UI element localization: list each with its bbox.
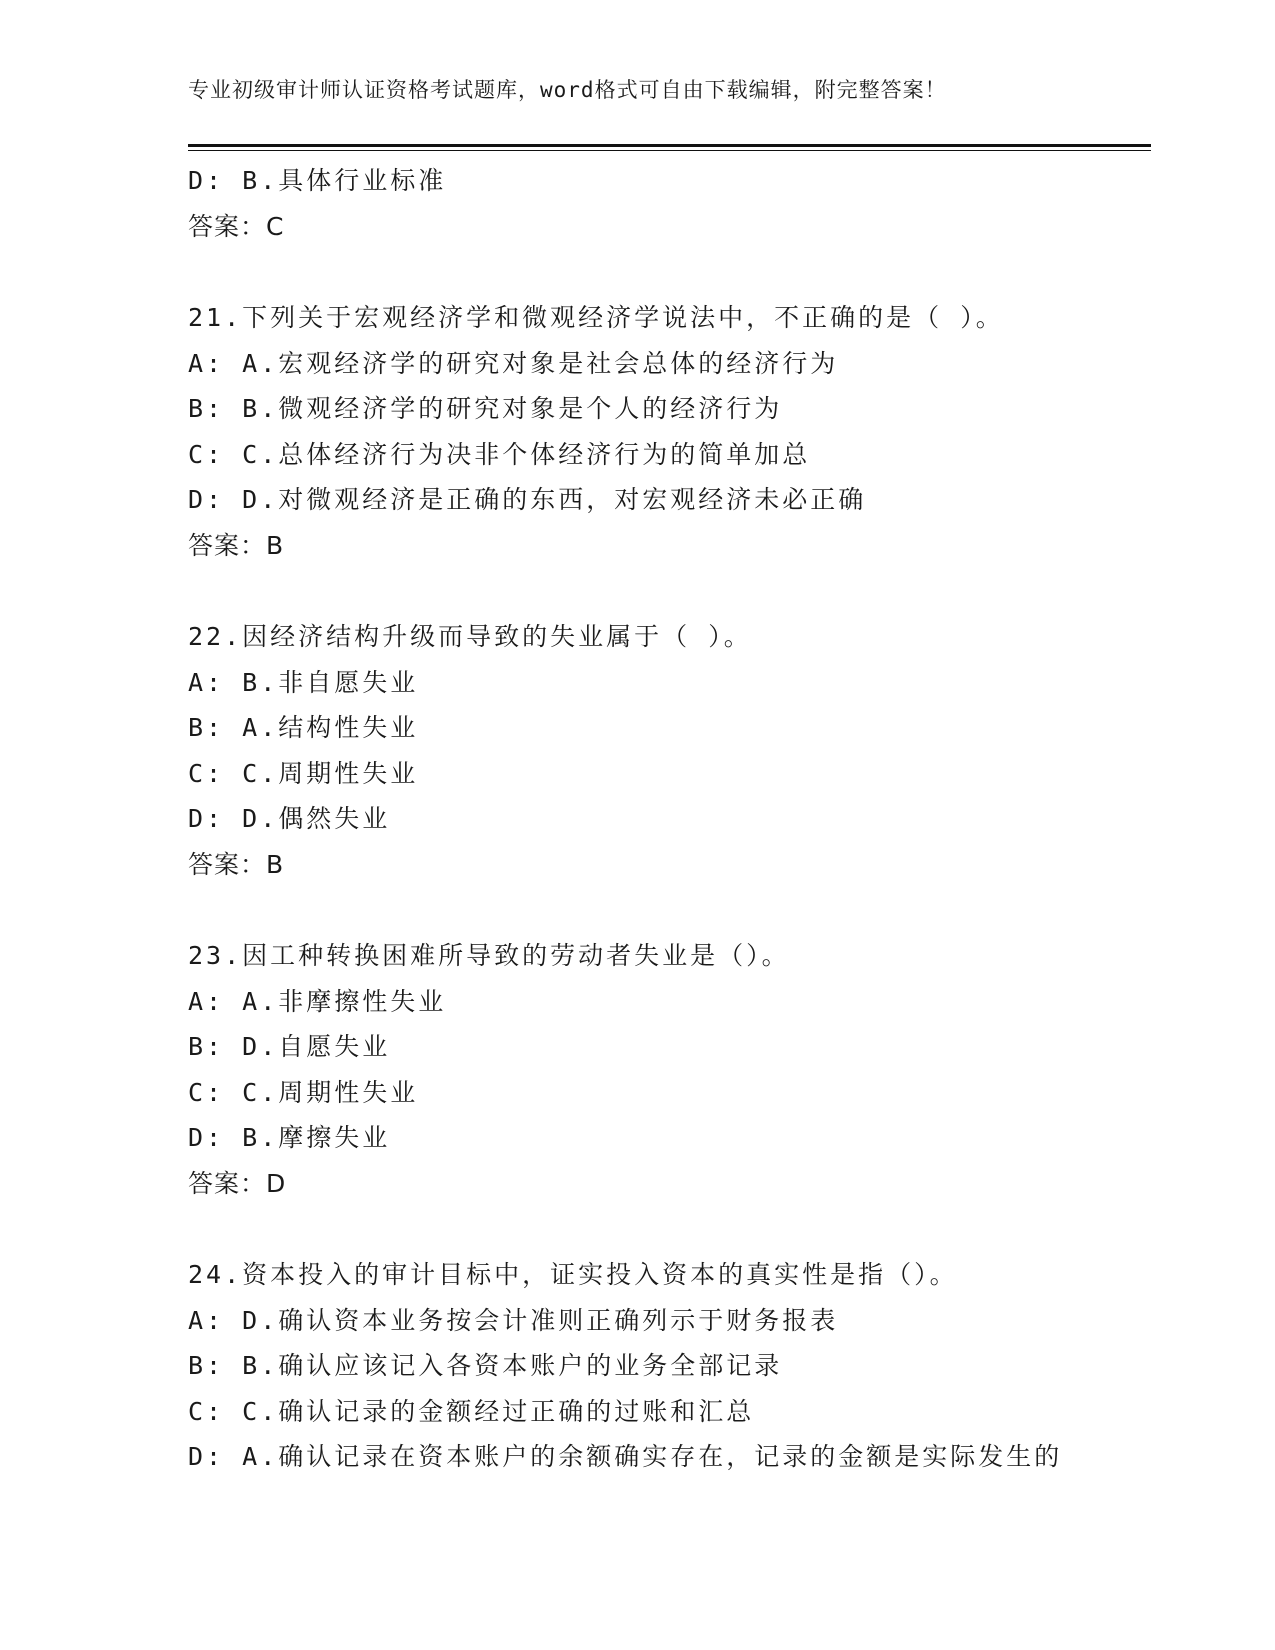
spacer [188, 568, 1151, 614]
answer: 答案：D [188, 1168, 287, 1198]
option-c: C: C.周期性失业 [188, 1077, 419, 1107]
option-d: D: D.偶然失业 [188, 804, 391, 833]
option-c: C: C.确认记录的金额经过正确的过账和汇总 [188, 1396, 755, 1426]
option-a: A: A.非摩擦性失业 [188, 986, 447, 1016]
option-a: A: A.宏观经济学的研究对象是社会总体的经济行为 [188, 348, 839, 378]
question-stem: 21.下列关于宏观经济学和微观经济学说法中，不正确的是（ ）。 [188, 303, 1004, 332]
option-d: D: B.摩擦失业 [188, 1123, 391, 1152]
question-stem: 24.资本投入的审计目标中，证实投入资本的真实性是指（）。 [188, 1260, 958, 1289]
spacer [188, 249, 1151, 295]
option-d: D: D.对微观经济是正确的东西，对宏观经济未必正确 [188, 485, 867, 514]
header-rule-thick [188, 144, 1151, 147]
option-a: A: D.确认资本业务按会计准则正确列示于财务报表 [188, 1305, 839, 1335]
question-23 [188, 933, 1151, 1206]
option-b: B: A.结构性失业 [188, 713, 419, 742]
question-22 [188, 614, 1151, 887]
answer: 答案：B [188, 530, 285, 560]
option-d: D: A.确认记录在资本账户的余额确实存在，记录的金额是实际发生的 [188, 1442, 1063, 1471]
option-b: B: D.自愿失业 [188, 1032, 391, 1061]
spacer [188, 887, 1151, 933]
option-b: B: B.确认应该记入各资本账户的业务全部记录 [188, 1351, 783, 1380]
question-24 [188, 1252, 1151, 1480]
leading-option-d: D: B.具体行业标准 [188, 166, 447, 195]
answer: 答案：B [188, 849, 285, 879]
option-c: C: C.周期性失业 [188, 758, 419, 788]
option-a: A: B.非自愿失业 [188, 667, 419, 697]
header-rule-thin [188, 150, 1151, 151]
spacer [188, 1206, 1151, 1252]
question-21 [188, 295, 1151, 568]
question-stem: 23.因工种转换困难所导致的劳动者失业是（）。 [188, 941, 790, 970]
leading-answer: 答案：C [188, 211, 285, 241]
option-c: C: C.总体经济行为决非个体经济行为的简单加总 [188, 439, 811, 469]
question-stem: 22.因经济结构升级而导致的失业属于（ ）。 [188, 622, 752, 651]
page-header: 专业初级审计师认证资格考试题库，word格式可自由下载编辑，附完整答案！ [188, 78, 947, 102]
option-b: B: B.微观经济学的研究对象是个人的经济行为 [188, 394, 783, 423]
question-content [188, 158, 1151, 1480]
